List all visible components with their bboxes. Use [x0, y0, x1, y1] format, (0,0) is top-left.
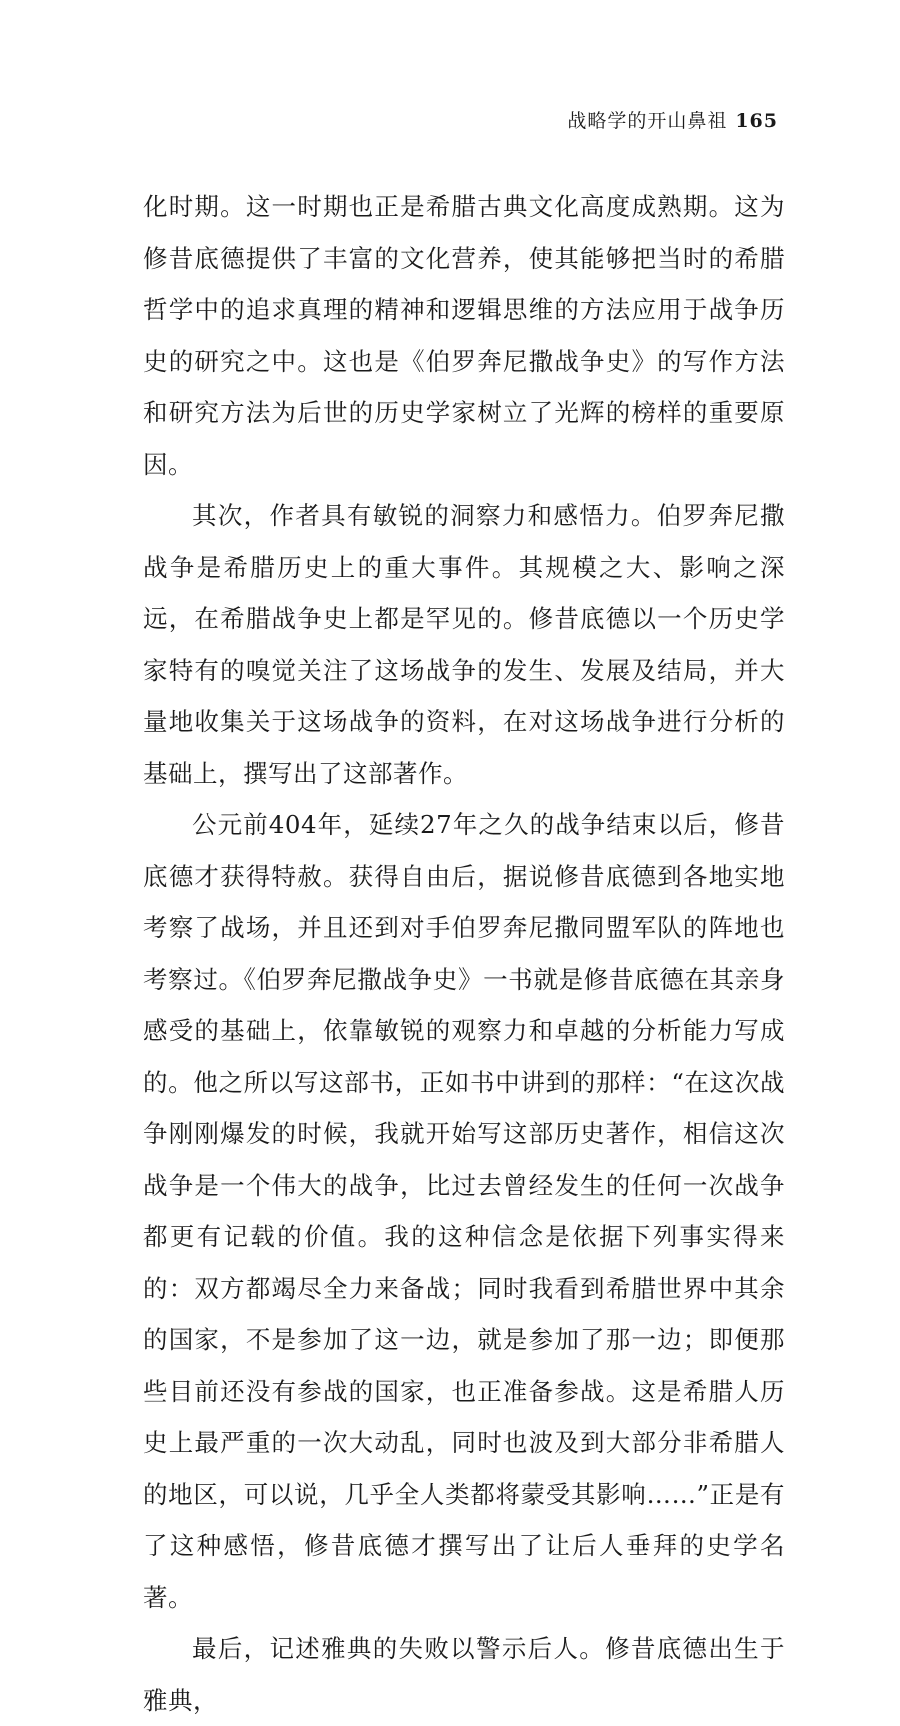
body-text: [143, 181, 785, 1726]
paragraph-3: 公元前404年，延续27年之久的战争结束以后，修昔底德才获得特赦。获得自由后，据说修昔底德到各地实地考察了战场，并且还到对手伯罗奔尼撒同盟军队的阵地也考察过。《伯罗奔尼撒战争史》一书就是修昔底德在其亲身感受的基础上，依靠敏锐的观察力和卓越的分析能力写成的。他之所以写这部书，正如书中讲到的那样：“在这次战争刚刚爆发的时候，我就开始写这部历史著作，相信这次战争是一个伟大的战争，比过去曾经发生的任何一次战争都更有记载的价值。我的这种信念是依据下列事实得来的：双方都竭尽全力来备战；同时我看到希腊世界中其余的国家，不是参加了这一边，就是参加了那一边；即便那些目前还没有参战的国家，也正准备参战。这是希腊人历史上最严重的一次大动乱，同时也波及到大部分非希腊人的地区，可以说，几乎全人类都将蒙受其影响……”正是有了这种感悟，修昔底德才撰写出了让后人垂拜的史学名著。: [143, 810, 785, 1612]
paragraph-2: 其次，作者具有敏锐的洞察力和感悟力。伯罗奔尼撒战争是希腊历史上的重大事件。其规模之大、影响之深远，在希腊战争史上都是罕见的。修昔底德以一个历史学家特有的嗅觉关注了这场战争的发生、发展及结局，并大量地收集关于这场战争的资料，在对这场战争进行分析的基础上，撰写出了这部著作。: [143, 501, 785, 788]
paragraph-1: 化时期。这一时期也正是希腊古典文化高度成熟期。这为修昔底德提供了丰富的文化营养，使其能够把当时的希腊哲学中的追求真理的精神和逻辑思维的方法应用于战争历史的研究之中。这也是《伯罗奔尼撒战争史》的写作方法和研究方法为后世的历史学家树立了光辉的榜样的重要原因。: [143, 192, 785, 479]
page-number: 165: [735, 110, 778, 132]
paragraph-4: 最后，记述雅典的失败以警示后人。修昔底德出生于雅典，: [143, 1634, 785, 1715]
running-header: [567, 106, 778, 133]
chapter-title: 战略学的开山鼻祖: [567, 110, 728, 132]
